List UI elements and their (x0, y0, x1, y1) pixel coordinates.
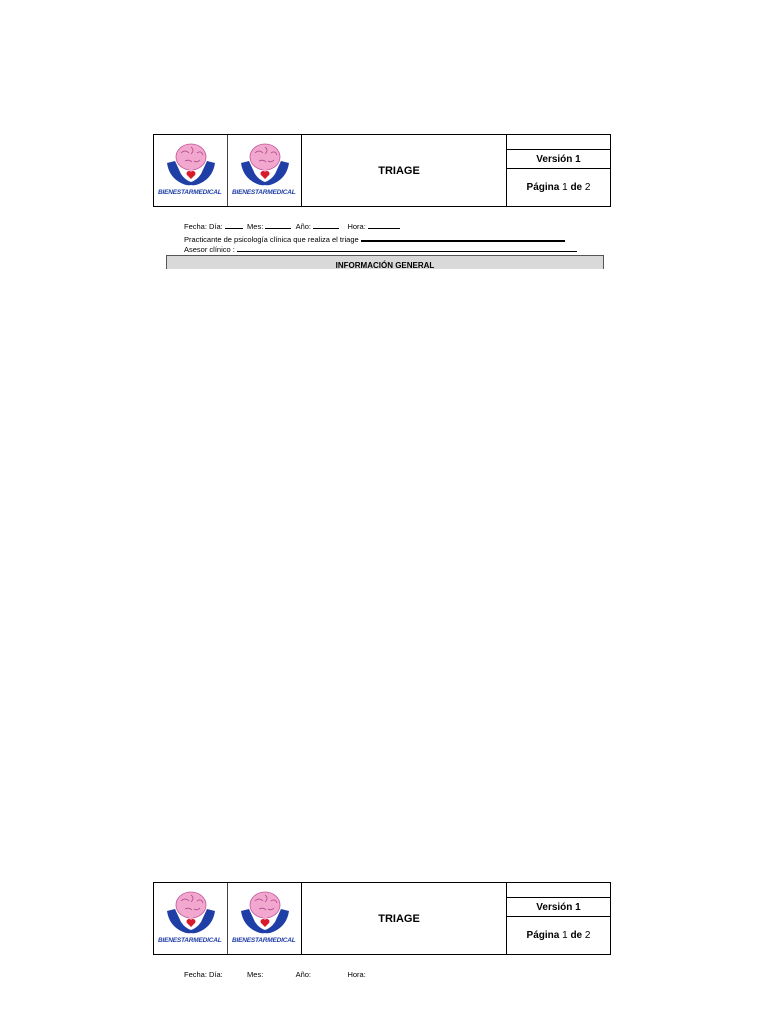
practicante-label: Practicante de psicología clínica que realiza el triage (184, 235, 359, 244)
brand-name: BIENESTARMEDICAL (158, 189, 222, 196)
mes-label: Mes: (247, 970, 264, 979)
brand-logo (154, 883, 227, 954)
brain-hands-logo-icon (240, 139, 290, 187)
date-line (184, 970, 366, 979)
brain-hands-logo-icon (166, 887, 216, 935)
page-word: Página (526, 930, 560, 941)
brain-hands-logo-icon (240, 887, 290, 935)
section-header: INFORMACIÓN GENERAL (166, 255, 604, 269)
asesor-line (184, 245, 577, 254)
fecha-dia-label: Fecha: Día: (184, 222, 223, 231)
page-total: 2 (584, 182, 591, 193)
asesor-label: Asesor clínico : (184, 245, 235, 254)
document-header (153, 882, 611, 955)
mes-field[interactable] (265, 222, 291, 229)
brand-logo (154, 135, 227, 206)
brand-name: BIENESTARMEDICAL (158, 937, 222, 944)
mes-label: Mes: (247, 222, 264, 231)
brand-name: BIENESTARMEDICAL (232, 189, 296, 196)
anio-label: Año: (295, 970, 312, 979)
asesor-field[interactable] (237, 245, 577, 252)
page-number: 1 (562, 182, 568, 193)
page-number: 1 (562, 930, 568, 941)
logo-area (153, 135, 301, 206)
version-box (506, 883, 610, 954)
brand-logo (227, 135, 301, 206)
document-header (153, 134, 611, 207)
page-of: de (570, 182, 583, 193)
version-label: Versión 1 (507, 150, 610, 169)
hora-label: Hora: (347, 222, 366, 231)
page-indicator (507, 917, 610, 954)
version-label: Versión 1 (507, 898, 610, 917)
blank-cell (507, 883, 610, 898)
document-title: TRIAGE (301, 883, 506, 954)
brand-name: BIENESTARMEDICAL (232, 937, 296, 944)
brain-hands-logo-icon (166, 139, 216, 187)
logo-area (153, 883, 301, 954)
dia-field[interactable] (225, 222, 243, 229)
date-line (184, 222, 400, 231)
page-indicator (507, 169, 610, 206)
anio-label: Año: (295, 222, 312, 231)
page-word: Página (526, 182, 560, 193)
brand-logo (227, 883, 301, 954)
blank-cell (507, 135, 610, 150)
hora-field[interactable] (368, 222, 400, 229)
page-total: 2 (584, 930, 591, 941)
version-box (506, 135, 610, 206)
anio-field[interactable] (313, 222, 339, 229)
practicante-field[interactable] (361, 234, 565, 242)
document-title: TRIAGE (301, 135, 506, 206)
fecha-dia-label: Fecha: Día: (184, 970, 223, 979)
page-of: de (570, 930, 583, 941)
practicante-line (184, 234, 565, 244)
hora-label: Hora: (347, 970, 366, 979)
